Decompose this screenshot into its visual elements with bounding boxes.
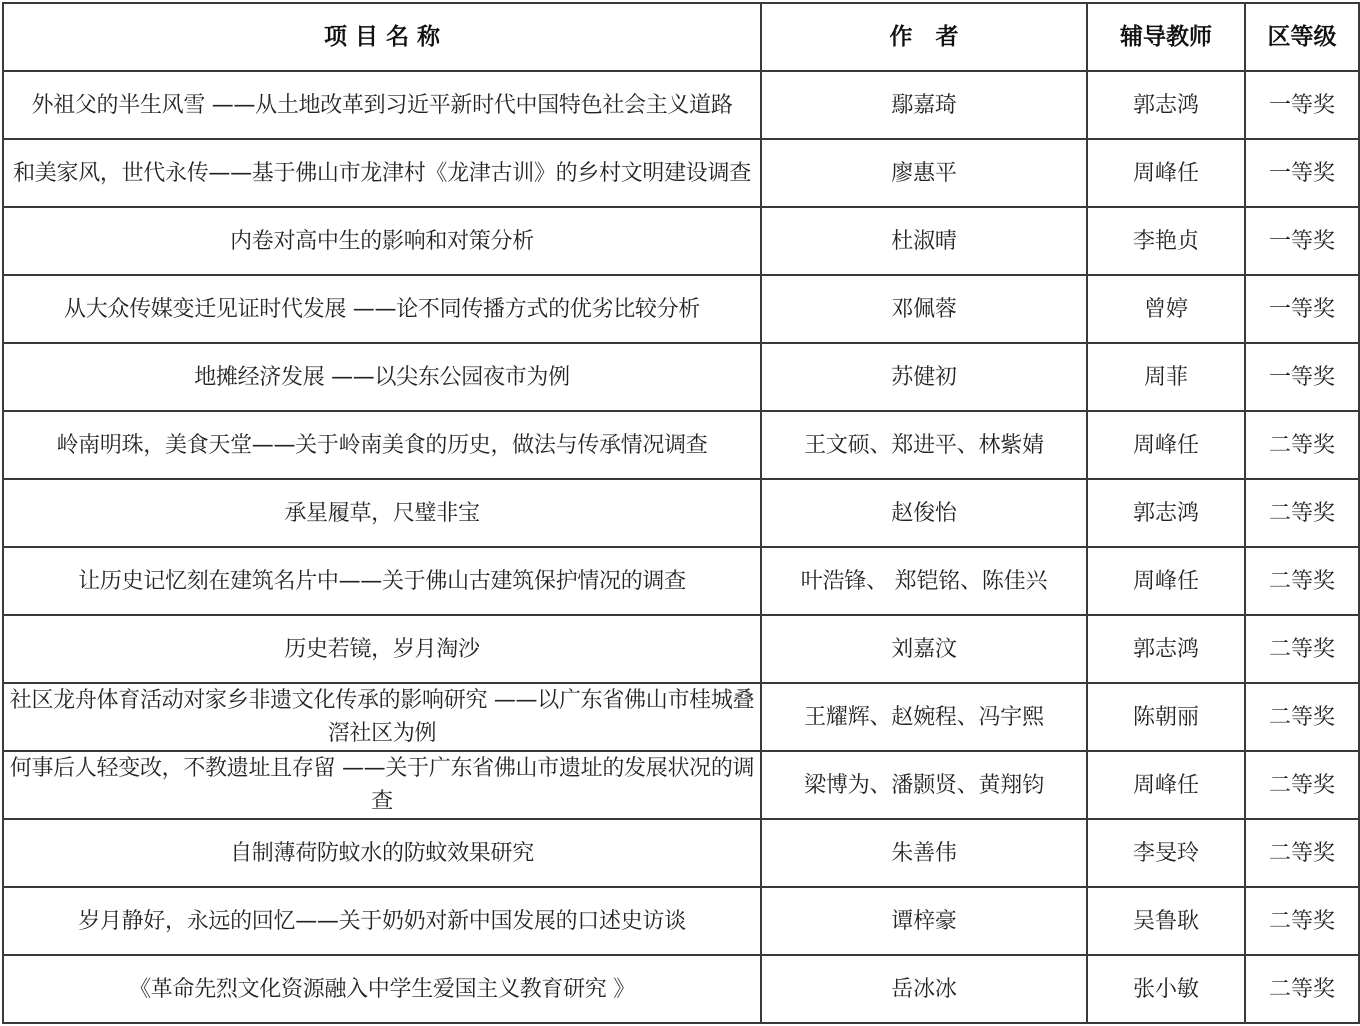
project-title-cell: 内卷对高中生的影响和对策分析 xyxy=(3,207,761,275)
award-level-cell: 二等奖 xyxy=(1245,683,1359,751)
table-row xyxy=(3,751,1359,819)
project-title-cell: 岭南明珠，美食天堂——关于岭南美食的历史，做法与传承情况调查 xyxy=(3,411,761,479)
teacher-cell: 曾婷 xyxy=(1087,275,1245,343)
author-cell: 赵俊怡 xyxy=(761,479,1087,547)
award-level-cell: 一等奖 xyxy=(1245,275,1359,343)
author-cell: 岳冰冰 xyxy=(761,955,1087,1023)
author-cell: 苏健初 xyxy=(761,343,1087,411)
table-header-row xyxy=(3,3,1359,71)
author-cell: 梁博为、潘颢贤、黄翔钧 xyxy=(761,751,1087,819)
award-table xyxy=(2,2,1360,1024)
teacher-cell: 周峰任 xyxy=(1087,547,1245,615)
project-title-cell: 外祖父的半生风雪 ——从土地改革到习近平新时代中国特色社会主义道路 xyxy=(3,71,761,139)
project-title-cell: 从大众传媒变迁见证时代发展 ——论不同传播方式的优劣比较分析 xyxy=(3,275,761,343)
author-cell: 鄢嘉琦 xyxy=(761,71,1087,139)
teacher-cell: 陈朝丽 xyxy=(1087,683,1245,751)
teacher-cell: 周峰任 xyxy=(1087,139,1245,207)
table-row xyxy=(3,547,1359,615)
award-level-cell: 二等奖 xyxy=(1245,887,1359,955)
teacher-cell: 郭志鸿 xyxy=(1087,479,1245,547)
header-teacher: 辅导教师 xyxy=(1087,3,1245,71)
teacher-cell: 郭志鸿 xyxy=(1087,71,1245,139)
project-title-cell: 何事后人轻变改，不教遗址且存留 ——关于广东省佛山市遗址的发展状况的调查 xyxy=(3,751,761,819)
teacher-cell: 吴鲁耿 xyxy=(1087,887,1245,955)
author-cell: 谭梓豪 xyxy=(761,887,1087,955)
teacher-cell: 李艳贞 xyxy=(1087,207,1245,275)
project-title-cell: 自制薄荷防蚊水的防蚊效果研究 xyxy=(3,819,761,887)
author-cell: 刘嘉汶 xyxy=(761,615,1087,683)
project-title-cell: 承星履草，尺璧非宝 xyxy=(3,479,761,547)
table-row xyxy=(3,139,1359,207)
teacher-cell: 周峰任 xyxy=(1087,751,1245,819)
project-title-cell: 让历史记忆刻在建筑名片中——关于佛山古建筑保护情况的调查 xyxy=(3,547,761,615)
award-level-cell: 二等奖 xyxy=(1245,615,1359,683)
table-row xyxy=(3,955,1359,1023)
table-row xyxy=(3,479,1359,547)
teacher-cell: 郭志鸿 xyxy=(1087,615,1245,683)
table-row xyxy=(3,887,1359,955)
teacher-cell: 周峰任 xyxy=(1087,411,1245,479)
project-title-cell: 社区龙舟体育活动对家乡非遗文化传承的影响研究 ——以广东省佛山市桂城叠滘社区为例 xyxy=(3,683,761,751)
award-level-cell: 二等奖 xyxy=(1245,819,1359,887)
award-level-cell: 一等奖 xyxy=(1245,343,1359,411)
header-level: 区等级 xyxy=(1245,3,1359,71)
project-title-cell: 地摊经济发展 ——以尖东公园夜市为例 xyxy=(3,343,761,411)
award-level-cell: 二等奖 xyxy=(1245,955,1359,1023)
project-title-cell: 岁月静好，永远的回忆——关于奶奶对新中国发展的口述史访谈 xyxy=(3,887,761,955)
award-level-cell: 二等奖 xyxy=(1245,479,1359,547)
project-title-cell: 历史若镜，岁月淘沙 xyxy=(3,615,761,683)
header-project-title: 项 目 名 称 xyxy=(3,3,761,71)
project-title-cell: 《革命先烈文化资源融入中学生爱国主义教育研究 》 xyxy=(3,955,761,1023)
author-cell: 廖惠平 xyxy=(761,139,1087,207)
project-title-cell: 和美家风，世代永传——基于佛山市龙津村《龙津古训》的乡村文明建设调查 xyxy=(3,139,761,207)
award-level-cell: 二等奖 xyxy=(1245,547,1359,615)
teacher-cell: 周菲 xyxy=(1087,343,1245,411)
award-level-cell: 二等奖 xyxy=(1245,411,1359,479)
author-cell: 叶浩锋、 郑铠铭、陈佳兴 xyxy=(761,547,1087,615)
author-cell: 王耀辉、赵婉程、冯宇熙 xyxy=(761,683,1087,751)
teacher-cell: 李旻玲 xyxy=(1087,819,1245,887)
table-row xyxy=(3,343,1359,411)
table-row xyxy=(3,683,1359,751)
author-cell: 朱善伟 xyxy=(761,819,1087,887)
author-cell: 杜淑晴 xyxy=(761,207,1087,275)
table-row xyxy=(3,275,1359,343)
table-row xyxy=(3,819,1359,887)
header-author: 作 者 xyxy=(761,3,1087,71)
author-cell: 邓佩蓉 xyxy=(761,275,1087,343)
table-row xyxy=(3,615,1359,683)
award-level-cell: 一等奖 xyxy=(1245,207,1359,275)
award-level-cell: 一等奖 xyxy=(1245,71,1359,139)
table-row xyxy=(3,411,1359,479)
award-level-cell: 一等奖 xyxy=(1245,139,1359,207)
table-row xyxy=(3,207,1359,275)
award-level-cell: 二等奖 xyxy=(1245,751,1359,819)
teacher-cell: 张小敏 xyxy=(1087,955,1245,1023)
author-cell: 王文硕、郑进平、林紫婧 xyxy=(761,411,1087,479)
table-row xyxy=(3,71,1359,139)
